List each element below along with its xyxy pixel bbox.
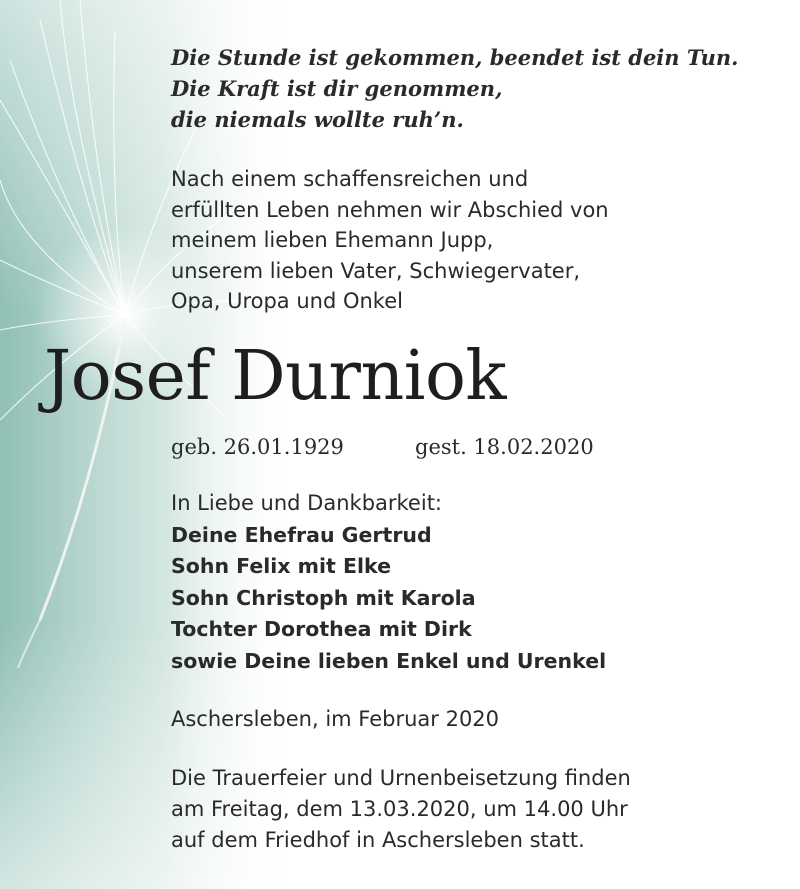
funeral-notice: [171, 763, 791, 856]
birth-date: geb. 26.01.1929: [171, 435, 344, 459]
intro-line: Opa, Uropa und Onkel: [171, 289, 403, 313]
funeral-line: Die Trauerfeier und Urnenbeisetzung finden: [171, 766, 631, 790]
intro-line: meinem lieben Ehemann Jupp,: [171, 228, 494, 252]
life-dates: [171, 432, 771, 462]
mourner-name: Tochter Dorothea mit Dirk: [171, 617, 472, 641]
funeral-line: auf dem Friedhof in Aschersleben statt.: [171, 828, 585, 852]
farewell-intro: [171, 164, 771, 317]
poem-line: Die Kraft ist dir genommen,: [171, 76, 503, 101]
mourner-name: Deine Ehefrau Gertrud: [171, 522, 432, 547]
mourners-intro: In Liebe und Dankbarkeit:: [171, 491, 443, 515]
mourner-name: sowie Deine lieben Enkel und Urenkel: [171, 648, 607, 673]
mourner-name: Sohn Christoph mit Karola: [171, 585, 476, 610]
deceased-name: Josef Durniok: [44, 337, 507, 416]
intro-line: unserem lieben Vater, Schwiegervater,: [171, 258, 581, 283]
memorial-poem: [171, 42, 781, 135]
intro-line: erfüllten Leben nehmen wir Abschied von: [171, 197, 609, 222]
poem-line: Die Stunde ist gekommen, beendet ist dein Tun.: [171, 45, 739, 70]
place-and-date: Aschersleben, im Februar 2020: [171, 707, 500, 731]
mourner-name: Sohn Felix mit Elke: [171, 554, 392, 578]
funeral-line: am Freitag, dem 13.03.2020, um 14.00 Uhr: [171, 797, 628, 821]
poem-line: die niemals wollte ruh’n.: [171, 107, 464, 132]
mourners-list: [171, 488, 771, 677]
intro-line: Nach einem schaffensreichen und: [171, 167, 529, 191]
death-date: gest. 18.02.2020: [415, 435, 594, 459]
